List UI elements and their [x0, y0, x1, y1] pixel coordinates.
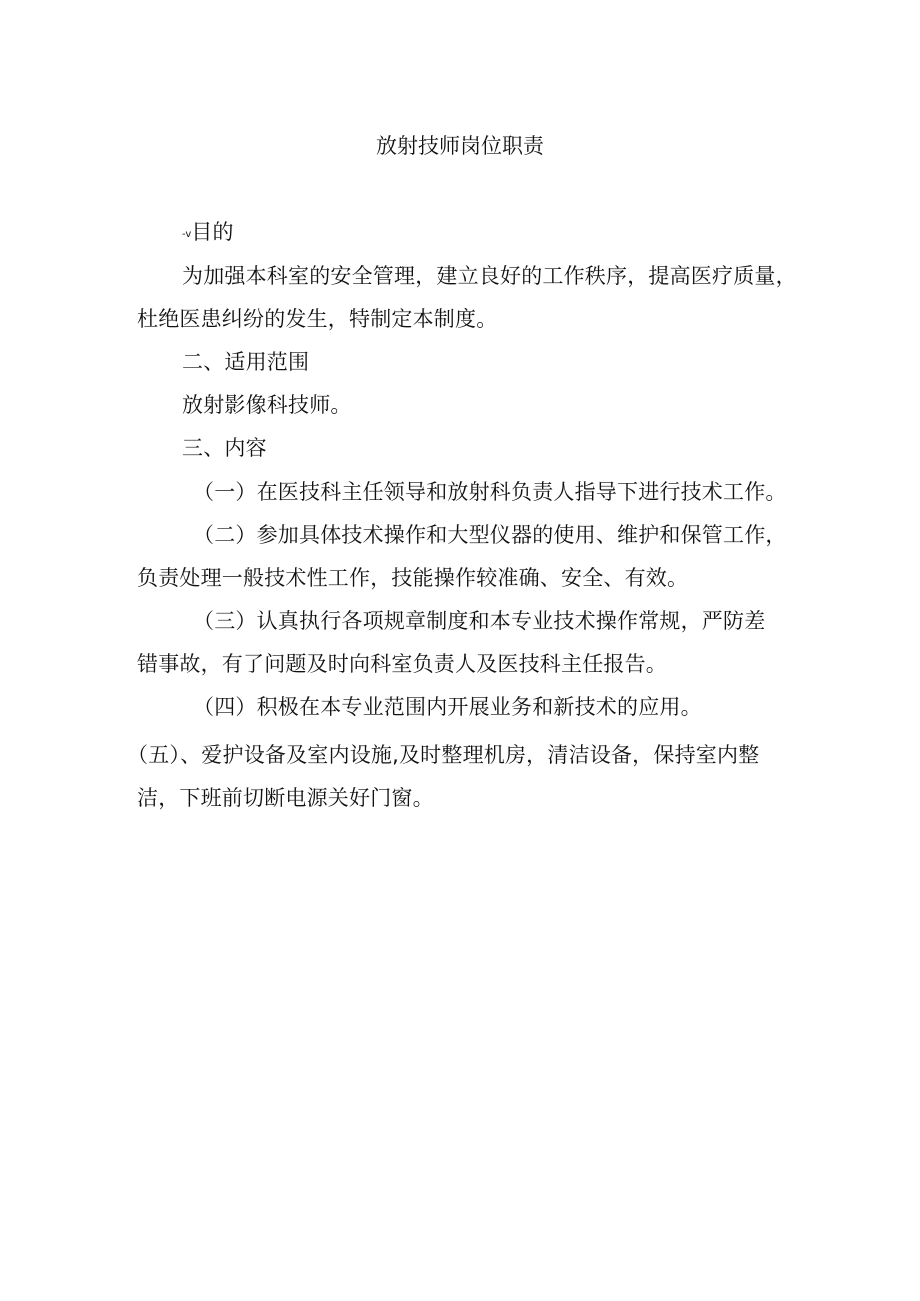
section1-marker: -v	[182, 229, 192, 240]
section3-item1: （一）在医技科主任领导和放射科负责人指导下进行技术工作。	[193, 480, 787, 504]
section3-item2-line2: 负责处理一般技术性工作，技能操作较准确、安全、有效。	[137, 566, 689, 590]
section1-heading	[182, 218, 234, 249]
section3-item5-line2: 洁，下班前切断电源关好门窗。	[137, 786, 434, 810]
section3-item3-line1: （三）认真执行各项规章制度和本专业技术操作常规，严防差	[193, 609, 766, 633]
section2-body: 放射影像科技师。	[182, 393, 352, 417]
section3-item4: （四）积极在本专业范围内开展业务和新技术的应用。	[193, 695, 702, 719]
section3-item5-line1: （五）、爱护设备及室内设施,及时整理机房，清洁设备，保持室内整	[127, 743, 760, 767]
section1-body-line2: 杜绝医患纠纷的发生，特制定本制度。	[137, 307, 498, 331]
section3-item3-line2: 错事故，有了问题及时向科室负责人及医技科主任报告。	[137, 652, 667, 676]
section3-item2-line1: （二）参加具体技术操作和大型仪器的使用、维护和保管工作，	[193, 523, 787, 547]
section2-heading: 二、适用范围	[182, 350, 310, 374]
document-title: 放射技师岗位职责	[376, 134, 544, 158]
section1-heading-text: 目的	[191, 220, 234, 244]
section3-heading: 三、内容	[182, 436, 267, 460]
section1-body-line1: 为加强本科室的安全管理，建立良好的工作秩序，提高医疗质量，	[182, 264, 797, 288]
